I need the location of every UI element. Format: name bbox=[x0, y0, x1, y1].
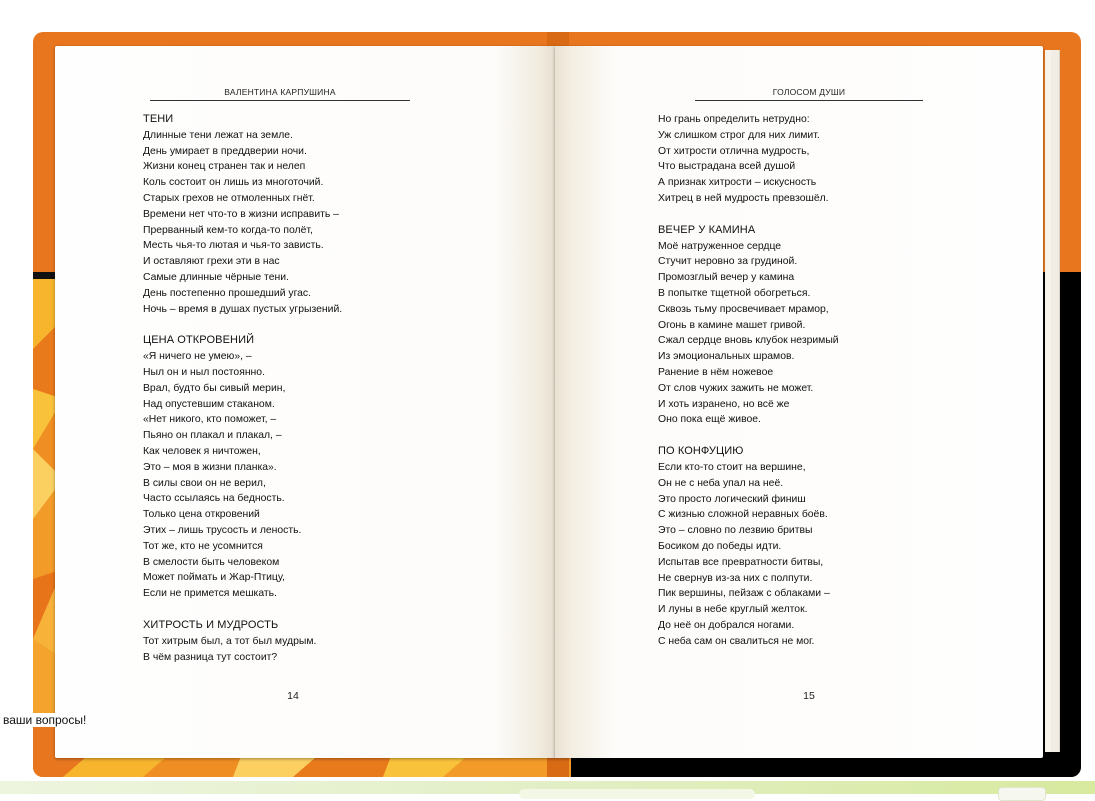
poem-line: Что выстрадана всей душой bbox=[658, 161, 796, 173]
poem-line: Уж слишком строг для них лимит. bbox=[658, 129, 820, 141]
poem bbox=[658, 223, 839, 428]
poem-line: Сжал сердце вновь клубок незримый bbox=[658, 335, 839, 347]
poem bbox=[658, 444, 839, 649]
poem-line: Ночь – время в душах пустых угрызений. bbox=[143, 303, 343, 315]
footer-input[interactable] bbox=[519, 789, 755, 799]
poem-line: Прерванный кем-то когда-то полёт, bbox=[143, 224, 313, 236]
poem-line: Как человек я ничтожен, bbox=[143, 445, 261, 457]
poem-line: Самые длинные чёрные тени. bbox=[143, 271, 289, 283]
poem-line: В чём разница тут состоит? bbox=[143, 651, 278, 663]
poem bbox=[143, 333, 342, 602]
poem bbox=[143, 618, 342, 665]
poem-line: Старых грехов не отмоленных гнёт. bbox=[143, 192, 315, 204]
poem-line: Пик вершины, пейзаж с облаками – bbox=[658, 588, 830, 600]
page-right[interactable] bbox=[555, 46, 1043, 758]
poem-line: От слов чужих зажить не может. bbox=[658, 382, 814, 394]
poem-line: Если не примется мешкать. bbox=[143, 588, 277, 600]
poem-line: День постепенно прошедший угас. bbox=[143, 287, 312, 299]
poem-line: Коль состоит он лишь из многоточий. bbox=[143, 177, 324, 189]
poem-line: Если кто-то стоит на вершине, bbox=[658, 461, 806, 473]
poem-line: С жизнью сложной неравных боёв. bbox=[658, 509, 828, 521]
book-viewer bbox=[33, 32, 1081, 777]
poem-line: В смелости быть человеком bbox=[143, 556, 280, 568]
side-chat-text: ваши вопросы! bbox=[0, 713, 88, 727]
poem-line: Он не с неба упал на неё. bbox=[658, 477, 784, 489]
poem-line: День умирает в преддверии ночи. bbox=[143, 145, 307, 157]
poem-line: И хоть израненo, но всё же bbox=[658, 398, 790, 410]
poem-line: Моё натруженное сердце bbox=[658, 240, 782, 252]
poem-line: Не свернув из-за них с полпути. bbox=[658, 572, 813, 584]
poem-line: Пьяно он плакал и плакал, – bbox=[143, 430, 282, 442]
poem-title: ХИТРОСТЬ И МУДРОСТЬ bbox=[143, 618, 279, 631]
footer-button[interactable] bbox=[998, 787, 1046, 801]
right-running-head bbox=[695, 87, 923, 101]
poem-line: До неё он добрался ногами. bbox=[658, 619, 795, 631]
poem-line: Месть чья-то лютая и чья-то зависть. bbox=[143, 240, 324, 252]
poem-line: А признак хитрости – искусность bbox=[658, 177, 817, 189]
poem-title: ЦЕНА ОТКРОВЕНИЙ bbox=[143, 334, 255, 347]
poem-line: Испытав все превратности битвы, bbox=[658, 556, 824, 568]
poem-line: Тот же, кто не усомнится bbox=[143, 540, 263, 552]
right-text-column bbox=[658, 112, 839, 666]
left-running-head bbox=[150, 87, 410, 101]
left-header-text: ВАЛЕНТИНА КАРПУШИНА bbox=[224, 87, 336, 97]
left-page-number: 14 bbox=[287, 690, 299, 702]
poem-continuation bbox=[658, 112, 839, 207]
poem-line: Длинные тени лежат на земле. bbox=[143, 129, 293, 141]
poem-line: Босиком до победы идти. bbox=[658, 540, 782, 552]
poem-line: Ныл он и ныл постоянно. bbox=[143, 366, 265, 378]
poem-line: Огонь в камине машет гривой. bbox=[658, 319, 806, 331]
poem bbox=[143, 112, 342, 317]
poem-line: Может поймать и Жар-Птицу, bbox=[143, 572, 285, 584]
poem-line: С неба сам он свалиться не мог. bbox=[658, 635, 815, 647]
poem-line: И луны в небе круглый желток. bbox=[658, 604, 808, 616]
poem-line: В попытке тщетной обогреться. bbox=[658, 287, 811, 299]
poem-line: Сквозь тьму просвечивает мрамор, bbox=[658, 303, 829, 315]
poem-line: Только цена откровений bbox=[143, 509, 260, 521]
poem-line: Жизни конец странен так и нелеп bbox=[143, 161, 306, 173]
poem-line: И оставляют грехи эти в нас bbox=[143, 256, 280, 268]
poem-line: Над опустевшим стаканом. bbox=[143, 398, 275, 410]
left-text-column bbox=[143, 112, 342, 681]
right-page-number: 15 bbox=[803, 690, 815, 702]
poem-line: Часто ссылаясь на бедность. bbox=[143, 493, 285, 505]
poem-line: Ранение в нём ножевое bbox=[658, 366, 774, 378]
poem-line: Оно пока ещё живое. bbox=[658, 414, 761, 426]
poem-title: ПО КОНФУЦИЮ bbox=[658, 445, 744, 458]
poem-line: Это просто логический финиш bbox=[658, 493, 806, 505]
poem-line: Времени нет что-то в жизни исправить – bbox=[143, 208, 339, 220]
poem-line: Врал, будто бы сивый мерин, bbox=[143, 382, 286, 394]
poem-line: Промозглый вечер у камина bbox=[658, 272, 795, 284]
poem-title: ВЕЧЕР У КАМИНА bbox=[658, 223, 756, 236]
poem-line: Хитрец в ней мудрость превзошёл. bbox=[658, 192, 829, 204]
poem-line: Это – словно по лезвию бритвы bbox=[658, 525, 813, 537]
poem-line: От хитрости отлична мудрость, bbox=[658, 145, 810, 157]
poem-title: ТЕНИ bbox=[143, 113, 174, 125]
poem-line: В силы свои он не верил, bbox=[143, 477, 266, 489]
poem-line: Из эмоциональных шрамов. bbox=[658, 351, 795, 363]
poem-line: «Я ничего не умею», – bbox=[143, 351, 252, 363]
left-header-rule bbox=[150, 100, 410, 101]
poem-line: Этих – лишь трусость и леность. bbox=[143, 524, 302, 536]
poem-line: Это – моя в жизни планка». bbox=[143, 461, 277, 473]
poem-line: «Нет никого, кто поможет, – bbox=[143, 414, 277, 426]
page-left[interactable] bbox=[55, 46, 555, 758]
page-edge bbox=[1051, 50, 1060, 752]
right-header-rule bbox=[695, 100, 923, 101]
poem-line: Тот хитрым был, а тот был мудрым. bbox=[143, 635, 317, 647]
right-header-text: ГОЛОСОМ ДУШИ bbox=[772, 87, 846, 97]
poem-line: Но грань определить нетрудно: bbox=[658, 114, 810, 125]
poem-line: Стучит неровно за грудиной. bbox=[658, 256, 798, 268]
